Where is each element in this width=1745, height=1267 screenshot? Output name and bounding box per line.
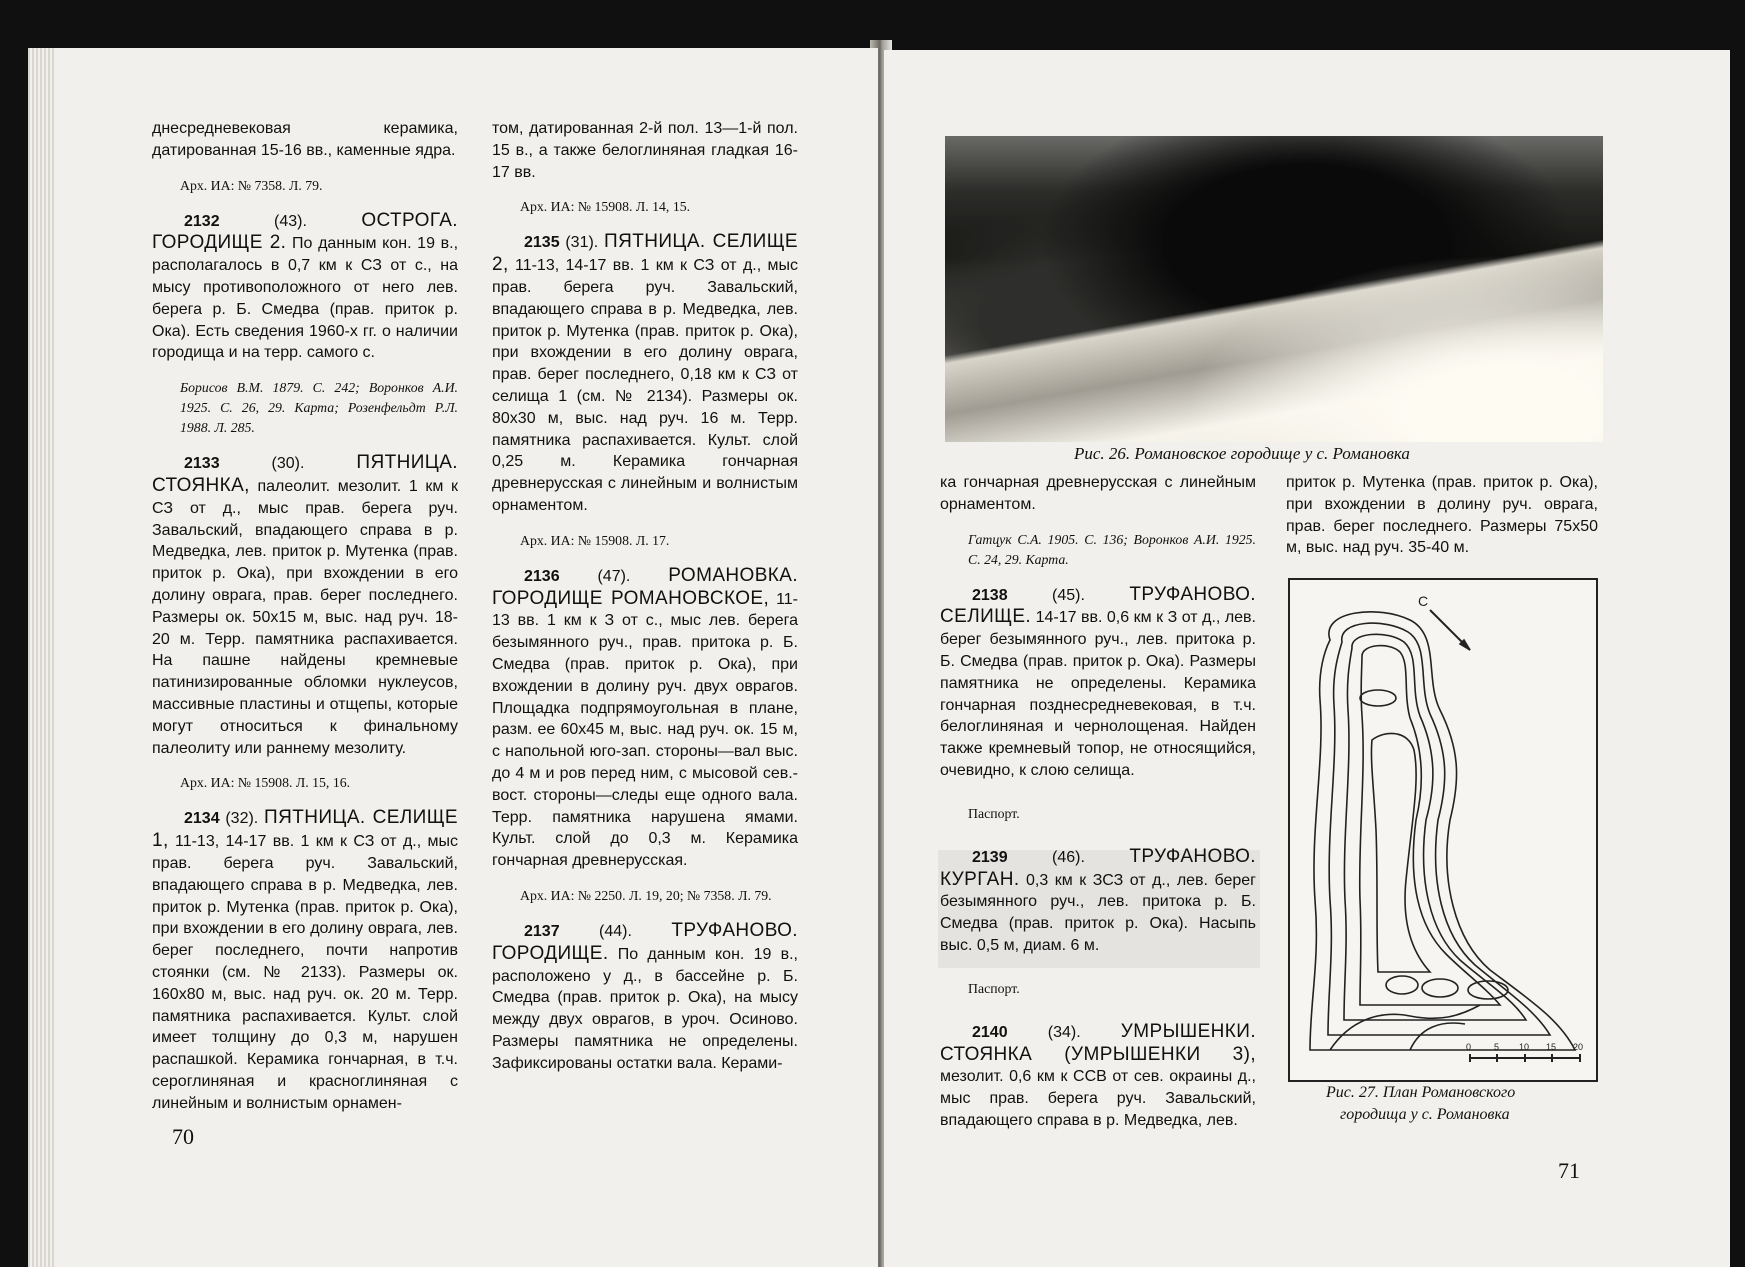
entry-2138: 2138 (45). ТРУФАНОВО. СЕЛИЩЕ. 14-17 вв. 0,6 км к З от д., лев. берег безымянного руч., лев. притока р. Б. Смедва (прав. приток р. Ока). Размеры памятника не определены. Керамика гончарная позднесредневековая, в т.ч. белоглиняная и чернолощеная. Найден также кремневый топор, не относящийся, очевидно, к слою селища. — [940, 583, 1256, 779]
figure-26-caption: Рис. 26. Романовское городище у с. Романовка — [1074, 444, 1410, 463]
entry-2139: 2139 (46). ТРУФАНОВО. КУРГАН. 0,3 км к ЗСЗ от д., лев. берег безымянного руч., лев. притока р. Б. Смедва (прав. приток р. Ока). Насыпь выс. 0,5 м, диам. 6 м. — [940, 845, 1256, 954]
figure-27-caption-line-1: Рис. 27. План Романовского — [1326, 1084, 1516, 1101]
paragraph: ка гончарная древнерусская с линейным орнаментом. — [940, 474, 1256, 513]
paragraph: приток р. Мутенка (прав. приток р. Ока), при вхождении в долину руч. оврага, прав. берег последнего. Размеры 75х50 м, выс. над руч. 35-40 м. — [1286, 474, 1598, 557]
left-column-2 — [492, 118, 798, 1074]
right-column-1 — [940, 472, 1256, 1132]
north-label: С — [1418, 593, 1429, 609]
contour-map — [1290, 580, 1596, 1080]
right-column-2 — [1286, 472, 1598, 559]
page-number-left: 70 — [172, 1124, 194, 1149]
scale-tick: 15 — [1546, 1042, 1557, 1052]
scale-tick: 20 — [1573, 1042, 1584, 1052]
citation: Арх. ИА: № 15908. Л. 15, 16. — [180, 775, 351, 791]
page-edges — [28, 48, 54, 1267]
figure-27-plan — [1288, 578, 1598, 1082]
scale-tick: 0 — [1466, 1042, 1472, 1052]
figure-26-photo — [945, 136, 1603, 442]
paragraph: днесредневековая керамика, датированная 15-16 вв., каменные ядра. — [152, 120, 458, 159]
entry-2136: 2136 (47). РОМАНОВКА. ГОРОДИЩЕ РОМАНОВСКОЕ, 11-13 вв. 1 км к З от с., мыс лев. берега безымянного руч., прав. притока р. Б. Смедва (прав. приток р. Ока), при вхождении в долину руч. двух оврагов. Площадка подпрямоугольная в плане, разм. ее 60х45 м, выс. над руч. ок. 15 м, с напольной юго-зап. стороны—вал выс. до 4 м и ров перед ним, с мысовой сев.-вост. стороны—следы еще одного вала. Терр. памятника нарушена ямами. Культ. слой до 0,3 м. Керамика гончарная древнерусская. — [492, 564, 798, 870]
paragraph: том, датированная 2-й пол. 13—1-й пол. 15 в., а также белоглиняная гладкая 16-17 вв. — [492, 120, 798, 181]
entry-2137: 2137 (44). ТРУФАНОВО. ГОРОДИЩЕ. По данным кон. 19 в., расположено у д., в бассейне р. Б. Смедва (прав. приток р. Ока), на мысу между двух оврагов, в уроч. Осиново. Размеры памятника не определены. Зафиксированы остатки вала. Керами- — [492, 919, 798, 1072]
citation: Паспорт. — [968, 980, 1020, 996]
citation: Арх. ИА: № 15908. Л. 17. — [520, 532, 670, 548]
entry-2132: 2132 (43). ОСТРОГА. ГОРОДИЩЕ 2. По данным кон. 19 в., располагалось в 0,7 км к СЗ от с., на мысу противоположного от него лев. берега р. Б. Смедва (прав. приток р. Ока). Есть сведения 1960-х гг. о наличии городища и на терр. самого с. — [152, 209, 459, 362]
citation: Гатцук С.А. 1905. С. 136; Воронков А.И. 1925. С. 24, 29. Карта. — [968, 531, 1256, 567]
entry-2133: 2133 (30). ПЯТНИЦА. СТОЯНКА, палеолит. мезолит. 1 км к СЗ от д., мыс прав. берега руч. Завальский, впадающего справа в р. Медведка, лев. приток р. Мутенка (прав. приток р. Ока), при вхождении в его долину оврага, прав. берег последнего. Размеры ок. 50х15 м, выс. над руч. 18-20 м. Терр. памятника распахивается. На пашне найдены кремневые патинизированные обломки нуклеусов, массивные пластины и отщепы, которые могут относиться к финальному палеолиту или раннему мезолиту. — [152, 452, 458, 757]
citation: Борисов В.М. 1879. С. 242; Воронков А.И. 1925. С. 26, 29. Карта; Розенфельдт Р.Л. 1988. Л. 285. — [180, 380, 458, 436]
citation: Паспорт. — [968, 805, 1020, 821]
entry-2135: 2135 (31). ПЯТНИЦА. СЕЛИЩЕ 2, 11-13, 14-17 вв. 1 км к СЗ от д., мыс прав. берега руч. Завальский, впадающего справа в р. Медведка, лев. приток р. Мутенка (прав. приток р. Ока), при вхождении в его долину оврага, прав. берег последнего, 0,18 км к СЗ от селища 1 (см. № 2134). Размеры ок. 80х30 м, выс. над руч. 16 м. Терр. памятника распахивается. Культ. слой 0,25 м. Керамика гончарная древнерусская с линейным и волнистым орнаментом. — [492, 231, 798, 514]
citation: Арх. ИА: № 2250. Л. 19, 20; № 7358. Л. 79. — [520, 887, 772, 903]
citation: Арх. ИА: № 15908. Л. 14, 15. — [520, 199, 691, 215]
entry-2140: 2140 (34). УМРЫШЕНКИ. СТОЯНКА (УМРЫШЕНКИ 3), мезолит. 0,6 км к ССВ от сев. окраины д., мыс прав. берега руч. Завальский, впадающего справа в р. Медведка, лев. — [940, 1020, 1256, 1129]
figure-27-caption-line-2: городища у с. Романовка — [1340, 1106, 1510, 1123]
scale-tick: 10 — [1519, 1042, 1530, 1052]
citation: Арх. ИА: № 7358. Л. 79. — [180, 177, 323, 193]
scale-tick: 5 — [1494, 1042, 1500, 1052]
left-column-1 — [152, 118, 458, 1114]
entry-2134: 2134 (32). ПЯТНИЦА. СЕЛИЩЕ 1, 11-13, 14-17 вв. 1 км к СЗ от д., мыс прав. берега руч. Завальский, впадающего справа в р. Медведка, лев. приток р. Мутенка (прав. приток р. Ока), при вхождении в его долину оврага, лев. берег последнего, почти напротив стоянки (см. № 2133). Размеры ок. 160х80 м, выс. над руч. ок. 20 м. Терр. памятника распахивается. Культ. слой имеет толщину до 0,3 м, нарушен распашкой. Керамика гончарная, в т.ч. сероглиняная и красноглиняная с линейным и волнистым орнамен- — [152, 807, 458, 1112]
page-number-right: 71 — [1558, 1158, 1580, 1183]
